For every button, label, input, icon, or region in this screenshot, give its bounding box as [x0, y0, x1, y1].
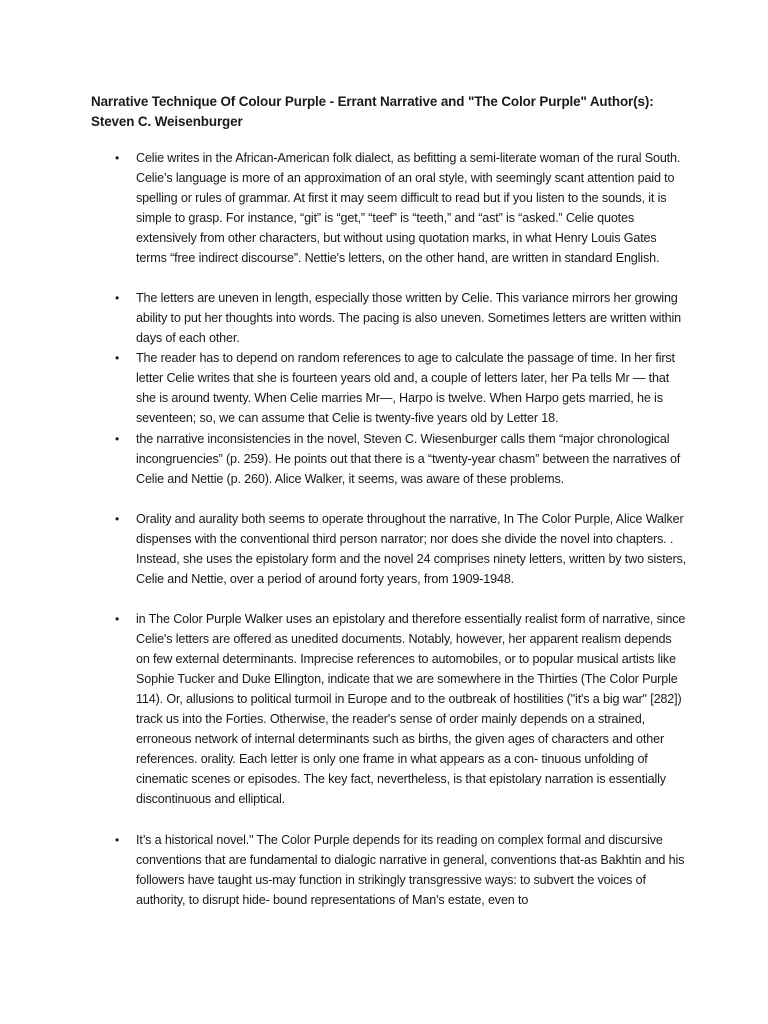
- bullet-text: Celie writes in the African-American folk dialect, as befitting a semi-literate woman of the rural South. Celie’s language is more of an approximation of an oral style, with seemingly scant attention paid to spelling or rules of grammar. At first it may seem difficult to read but if you listen to the sounds, it is simple to grasp. For instance, “git” is “get,” “teef” is “teeth,” and “ast” is “asked.” Celie quotes extensively from other characters, but without using quotation marks, in what Henry Louis Gates terms “free indirect discourse”. Nettie's letters, on the other hand, are written in standard English.: [136, 151, 681, 265]
- bullet-text: The letters are uneven in length, especially those written by Celie. This variance mirrors her growing ability to put her thoughts into words. The pacing is also uneven. Sometimes letters are written within days of each other.: [136, 291, 682, 345]
- bullet-icon: •: [115, 151, 120, 165]
- bullet-item: [115, 288, 688, 348]
- bullet-item: [115, 830, 688, 910]
- bullet-icon: •: [115, 432, 120, 446]
- bullet-item: [115, 348, 688, 428]
- bullet-text: Orality and aurality both seems to operate throughout the narrative, In The Color Purple, Alice Walker dispenses with the conventional third person narrator; nor does she divide the novel into chapters. . Instead, she uses the epistolary form and the novel 24 comprises ninety letters, written by two sisters, Celie and Nettie, over a period of around forty years, from 1909-1948.: [136, 512, 686, 586]
- bullet-item: [115, 148, 688, 268]
- bullet-item: [115, 609, 688, 809]
- bullet-icon: •: [115, 833, 120, 847]
- bullet-text: The reader has to depend on random references to age to calculate the passage of time. In her first letter Celie writes that she is fourteen years old and, a couple of letters later, her Pa tells Mr — that she is around twenty. When Celie marries Mr—, Harpo is twelve. When Harpo gets married, he is seventeen; so, we can assume that Celie is twenty-five years old by Letter 18.: [136, 351, 675, 425]
- bullet-icon: •: [115, 512, 120, 526]
- bullet-item: [115, 509, 688, 589]
- bullet-text: It’s a historical novel." The Color Purple depends for its reading on complex formal and discursive conventions that are fundamental to dialogic narrative in general, conventions that-as Bakhtin and his followers have taught us-may function in strikingly transgressive ways: to subvert the voices of authority, to disrupt hide- bound representations of Man's estate, even to: [136, 833, 685, 907]
- bullet-item: [115, 429, 688, 489]
- bullet-icon: •: [115, 291, 120, 305]
- bullet-text: the narrative inconsistencies in the novel, Steven C. Wiesenburger calls them “major chronological incongruencies” (p. 259). He points out that there is a “twenty-year chasm” between the narratives of Celie and Nettie (p. 260). Alice Walker, it seems, was aware of these problems.: [136, 432, 681, 486]
- bullet-icon: •: [115, 351, 120, 365]
- bullet-icon: •: [115, 612, 120, 626]
- document-title: Narrative Technique Of Colour Purple - Errant Narrative and "The Color Purple" Author(s): Steven C. Weisenburger: [91, 94, 654, 129]
- bullet-text: in The Color Purple Walker uses an epistolary and therefore essentially realist form of narrative, since Celie's letters are offered as unedited documents. Notably, however, her apparent realism depends on few external determinants. Imprecise references to automobiles, or to popular musical artists like Sophie Tucker and Duke Ellington, indicate that we are somewhere in the Thirties (The Color Purple 114). Or, allusions to political turmoil in Europe and to the outbreak of hostilities ("it's a big war" [282]) track us into the Forties. Otherwise, the reader's sense of order mainly depends on a strained, erroneous network of internal determinants such as births, the given ages of characters and other references. orality. Each letter is only one frame in what appears as a con- tinuous unfolding of cinematic scenes or episodes. The key fact, nevertheless, is that epistolary narration is essentially discontinuous and elliptical.: [136, 612, 686, 806]
